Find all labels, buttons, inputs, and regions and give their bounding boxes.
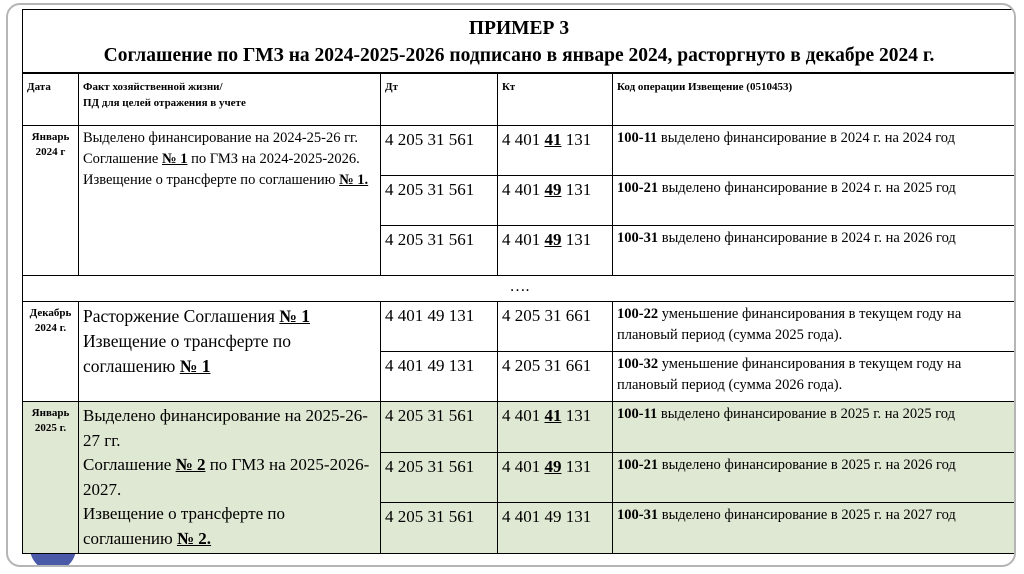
header-date: Дата [23, 74, 79, 126]
kt-part: 131 [561, 130, 592, 149]
operation-code: 100-11 [617, 406, 658, 422]
fact-text-part: Соглашение [83, 455, 176, 474]
date-cell-dec-2024 [23, 302, 79, 402]
kt-part: 4 401 [502, 507, 545, 527]
fact-cell-block1 [79, 126, 381, 276]
dt-cell: 4 205 31 561 [381, 402, 498, 453]
kt-cell [498, 226, 613, 276]
header-fact [79, 74, 381, 126]
dt-cell: 4 401 49 131 [381, 352, 498, 402]
operation-text: выделено финансирование в 2025 г. на 2027 год [658, 507, 956, 524]
kt-cell: 4 205 31 661 [498, 302, 613, 352]
operation-text: выделено финансирование в 2025 г. на 2025 год [657, 406, 955, 422]
kt-part: 131 [561, 230, 592, 249]
operation-code: 100-21 [617, 456, 659, 473]
code-cell [613, 302, 1017, 352]
accounting-table [22, 73, 1016, 554]
kt-part: 4 401 [502, 230, 545, 249]
header-fact-line2: ПД для целей отражения в учете [83, 97, 246, 109]
operation-code: 100-31 [617, 230, 659, 246]
operation-text: выделено финансирование в 2025 г. на 2026 год [658, 456, 956, 473]
code-cell [613, 503, 1017, 554]
kt-highlight: 41 [544, 406, 562, 425]
code-cell [613, 176, 1017, 226]
kt-cell [498, 452, 613, 503]
fact-text-part: Извещение о трансферте по соглашению [83, 172, 340, 188]
fact-text [83, 149, 376, 170]
kt-cell: 4 205 31 661 [498, 352, 613, 402]
kt-cell [498, 176, 613, 226]
date-line2: 2024 г [35, 146, 66, 158]
dt-cell: 4 205 31 561 [381, 126, 498, 176]
operation-code: 100-32 [617, 356, 659, 372]
fact-text-part: по ГМЗ на 2024-2025-2026. [187, 151, 360, 167]
date-line1: Январь [31, 407, 70, 419]
title-line1: ПРИМЕР 3 [468, 18, 570, 39]
fact-text-part: Расторжение Соглашения [83, 306, 280, 326]
fact-text [83, 170, 376, 191]
kt-cell [498, 126, 613, 176]
kt-highlight: 49 [544, 230, 562, 249]
code-cell [613, 226, 1017, 276]
agreement-number: № 1 [279, 306, 311, 326]
operation-text: выделено финансирование в 2024 г. на 2026 год [658, 230, 956, 246]
header-code: Код операции Извещение (0510453) [613, 74, 1017, 126]
dt-cell: 4 205 31 561 [381, 226, 498, 276]
date-line2: 2025 г. [34, 422, 67, 434]
fact-text-part: Извещение о трансферте по соглашению [83, 331, 291, 376]
dt-cell: 4 401 49 131 [381, 302, 498, 352]
date-line1: Декабрь [29, 307, 72, 319]
operation-text: уменьшение финансирования в текущем году на плановый период (сумма 2025 года). [617, 306, 962, 343]
kt-highlight: 41 [544, 130, 562, 149]
header-fact-line1: Факт хозяйственной жизни/ [83, 81, 223, 93]
operation-code: 100-21 [617, 180, 659, 196]
table-header-row [23, 74, 1017, 126]
ellipsis: …. [23, 276, 1017, 302]
date-line1: Январь [31, 131, 70, 143]
kt-highlight: 49 [544, 456, 562, 476]
kt-part: 131 [561, 406, 592, 425]
fact-cell-block2 [79, 302, 381, 402]
agreement-number: № 2. [176, 528, 212, 548]
fact-text-part: Извещение о трансферте по соглашению [83, 504, 286, 548]
fact-text-part: Соглашение [83, 151, 162, 167]
code-cell [613, 452, 1017, 503]
fact-text: Выделено финансирование на 2025-26-27 гг. [83, 406, 368, 450]
fact-cell-block3 [79, 402, 381, 554]
kt-cell [498, 402, 613, 453]
fact-text [83, 453, 376, 502]
dt-cell: 4 205 31 561 [381, 452, 498, 503]
kt-part: 4 401 [502, 456, 545, 476]
operation-code: 100-22 [617, 306, 659, 322]
kt-part: 4 401 [502, 130, 545, 149]
slide-frame [6, 3, 1016, 567]
agreement-number: № 1 [162, 151, 188, 167]
operation-text: уменьшение финансирования в текущем году на плановый период (сумма 2026 года). [617, 356, 962, 393]
operation-text: выделено финансирование в 2024 г. на 2025 год [658, 180, 956, 196]
kt-highlight: 49 [544, 180, 562, 199]
kt-part: 49 131 [544, 507, 592, 527]
fact-text [83, 502, 376, 551]
code-cell [613, 126, 1017, 176]
fact-text [83, 329, 376, 379]
fact-text-part: по ГМЗ на 2025-2026-2027. [83, 455, 370, 499]
fact-text [83, 304, 376, 329]
operation-code: 100-31 [617, 507, 659, 524]
agreement-number: № 2 [175, 455, 206, 474]
kt-part: 4 401 [502, 406, 545, 425]
slide-title [22, 9, 1016, 73]
kt-part: 131 [561, 180, 592, 199]
kt-part: 131 [561, 456, 592, 476]
kt-part: 4 401 [502, 180, 545, 199]
dt-cell: 4 205 31 561 [381, 176, 498, 226]
agreement-number: № 1 [179, 356, 211, 376]
date-cell-jan-2024 [23, 126, 79, 276]
date-line2: 2024 г. [34, 322, 67, 334]
fact-text: Выделено финансирование на 2024-25-26 гг. [83, 130, 358, 146]
operation-code: 100-11 [617, 130, 658, 146]
kt-cell [498, 503, 613, 554]
code-cell [613, 352, 1017, 402]
table-row [23, 302, 1017, 352]
code-cell [613, 402, 1017, 453]
table-row [23, 402, 1017, 453]
agreement-number: № 1. [339, 172, 369, 188]
dt-cell: 4 205 31 561 [381, 503, 498, 554]
date-cell-jan-2025 [23, 402, 79, 554]
header-dt: Дт [381, 74, 498, 126]
title-line2: Соглашение по ГМЗ на 2024-2025-2026 подписано в январе 2024, расторгнуто в декабре 2024 г. [103, 45, 935, 66]
header-kt: Кт [498, 74, 613, 126]
operation-text: выделено финансирование в 2024 г. на 2024 год [657, 130, 955, 146]
ellipsis-row [23, 276, 1017, 302]
table-row [23, 126, 1017, 176]
